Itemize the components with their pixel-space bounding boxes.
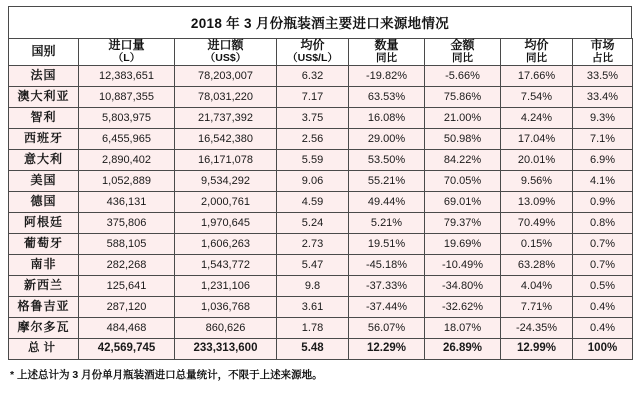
cell-price: 3.61 xyxy=(277,296,349,317)
column-header-price-sub: （US$/L） xyxy=(287,52,338,65)
cell-volume: 10,887,355 xyxy=(79,86,175,107)
column-header-volume-sub: （L） xyxy=(112,52,141,65)
cell-price-yoy: 13.09% xyxy=(501,191,573,212)
cell-value: 1,543,772 xyxy=(175,254,277,275)
cell-market-share: 0.7% xyxy=(573,233,633,254)
table-row xyxy=(9,65,633,86)
column-header-price-yoy-sub: 同比 xyxy=(526,52,547,65)
cell-price-yoy: 7.54% xyxy=(501,86,573,107)
cell-volume: 484,468 xyxy=(79,317,175,338)
footnote: * 上述总计为 3 月份单月瓶装酒进口总量统计，不限于上述来源地。 xyxy=(10,368,323,381)
column-header-market-share xyxy=(573,39,633,66)
column-header-value-yoy xyxy=(425,39,501,66)
cell-value: 78,031,220 xyxy=(175,86,277,107)
cell-price: 6.32 xyxy=(277,65,349,86)
table-row xyxy=(9,212,633,233)
cell-volume-yoy: 55.21% xyxy=(349,170,425,191)
column-header-country xyxy=(9,39,79,66)
cell-total-price-yoy: 12.99% xyxy=(501,338,573,359)
column-header-price-yoy xyxy=(501,39,573,66)
cell-value: 16,542,380 xyxy=(175,128,277,149)
cell-country: 格鲁吉亚 xyxy=(9,296,79,317)
cell-country: 意大利 xyxy=(9,149,79,170)
cell-country: 阿根廷 xyxy=(9,212,79,233)
cell-total-value: 233,313,600 xyxy=(175,338,277,359)
cell-value: 21,737,392 xyxy=(175,107,277,128)
cell-total-volume: 42,569,745 xyxy=(79,338,175,359)
table-row xyxy=(9,149,633,170)
cell-market-share: 6.9% xyxy=(573,149,633,170)
cell-volume: 12,383,651 xyxy=(79,65,175,86)
import-sources-table xyxy=(8,38,633,360)
cell-country: 智利 xyxy=(9,107,79,128)
cell-price-yoy: 63.28% xyxy=(501,254,573,275)
cell-country: 西班牙 xyxy=(9,128,79,149)
cell-total-market-share: 100% xyxy=(573,338,633,359)
cell-volume: 287,120 xyxy=(79,296,175,317)
cell-country: 南非 xyxy=(9,254,79,275)
cell-total-value-yoy: 26.89% xyxy=(425,338,501,359)
cell-price: 2.56 xyxy=(277,128,349,149)
cell-value-yoy: 19.69% xyxy=(425,233,501,254)
column-header-value-main: 进口额 xyxy=(207,38,244,52)
cell-market-share: 0.5% xyxy=(573,275,633,296)
cell-value-yoy: -32.62% xyxy=(425,296,501,317)
cell-value-yoy: 50.98% xyxy=(425,128,501,149)
cell-volume-yoy: 49.44% xyxy=(349,191,425,212)
cell-value-yoy: -34.80% xyxy=(425,275,501,296)
table-row xyxy=(9,296,633,317)
table-total-row xyxy=(9,338,633,359)
column-header-price-main: 均价 xyxy=(300,38,325,52)
cell-value-yoy: 21.00% xyxy=(425,107,501,128)
table-row xyxy=(9,128,633,149)
page-title: 2018 年 3 月份瓶装酒主要进口来源地情况 xyxy=(8,6,632,38)
cell-total-price: 5.48 xyxy=(277,338,349,359)
cell-volume: 125,641 xyxy=(79,275,175,296)
cell-value-yoy: -5.66% xyxy=(425,65,501,86)
cell-value: 1,970,645 xyxy=(175,212,277,233)
cell-country: 新西兰 xyxy=(9,275,79,296)
cell-market-share: 0.7% xyxy=(573,254,633,275)
column-header-value-yoy-sub: 同比 xyxy=(452,52,473,65)
cell-total-label: 总计 xyxy=(9,338,79,359)
column-header-volume-yoy-sub: 同比 xyxy=(376,52,397,65)
cell-country: 葡萄牙 xyxy=(9,233,79,254)
cell-total-volume-yoy: 12.29% xyxy=(349,338,425,359)
table-header-row xyxy=(9,39,633,66)
table-body xyxy=(9,65,633,359)
cell-volume-yoy: 56.07% xyxy=(349,317,425,338)
table-row xyxy=(9,275,633,296)
cell-value-yoy: 70.05% xyxy=(425,170,501,191)
cell-country: 澳大利亚 xyxy=(9,86,79,107)
cell-volume: 1,052,889 xyxy=(79,170,175,191)
cell-volume-yoy: -37.33% xyxy=(349,275,425,296)
cell-volume-yoy: -37.44% xyxy=(349,296,425,317)
cell-value: 2,000,761 xyxy=(175,191,277,212)
table-row xyxy=(9,86,633,107)
cell-price: 1.78 xyxy=(277,317,349,338)
cell-country: 德国 xyxy=(9,191,79,212)
cell-country: 法国 xyxy=(9,65,79,86)
cell-volume-yoy: 19.51% xyxy=(349,233,425,254)
cell-value: 1,036,768 xyxy=(175,296,277,317)
column-header-price xyxy=(277,39,349,66)
cell-volume-yoy: -19.82% xyxy=(349,65,425,86)
column-header-price-yoy-main: 均价 xyxy=(524,38,549,52)
table-header xyxy=(9,39,633,66)
column-header-volume-yoy xyxy=(349,39,425,66)
cell-market-share: 33.4% xyxy=(573,86,633,107)
column-header-market-share-main: 市场 xyxy=(590,38,615,52)
cell-value-yoy: 84.22% xyxy=(425,149,501,170)
cell-value: 1,606,263 xyxy=(175,233,277,254)
cell-price-yoy: 20.01% xyxy=(501,149,573,170)
cell-price-yoy: 17.04% xyxy=(501,128,573,149)
cell-market-share: 0.4% xyxy=(573,296,633,317)
table-row xyxy=(9,170,633,191)
cell-price-yoy: 9.56% xyxy=(501,170,573,191)
cell-volume-yoy: 63.53% xyxy=(349,86,425,107)
cell-price-yoy: 4.04% xyxy=(501,275,573,296)
table-row xyxy=(9,254,633,275)
table-row xyxy=(9,317,633,338)
cell-value-yoy: -10.49% xyxy=(425,254,501,275)
cell-price: 9.06 xyxy=(277,170,349,191)
cell-price-yoy: 70.49% xyxy=(501,212,573,233)
cell-market-share: 4.1% xyxy=(573,170,633,191)
cell-price: 3.75 xyxy=(277,107,349,128)
column-header-market-share-sub: 占比 xyxy=(592,52,613,65)
cell-market-share: 0.8% xyxy=(573,212,633,233)
column-header-volume-yoy-main: 数量 xyxy=(374,38,399,52)
cell-value: 78,203,007 xyxy=(175,65,277,86)
cell-market-share: 9.3% xyxy=(573,107,633,128)
cell-price-yoy: 17.66% xyxy=(501,65,573,86)
table-row xyxy=(9,107,633,128)
column-header-country-main: 国别 xyxy=(31,43,56,58)
cell-market-share: 0.9% xyxy=(573,191,633,212)
column-header-value-sub: （US$） xyxy=(204,52,247,65)
cell-price: 7.17 xyxy=(277,86,349,107)
cell-value: 860,626 xyxy=(175,317,277,338)
cell-volume-yoy: 29.00% xyxy=(349,128,425,149)
cell-price-yoy: 0.15% xyxy=(501,233,573,254)
cell-price: 2.73 xyxy=(277,233,349,254)
cell-value-yoy: 79.37% xyxy=(425,212,501,233)
column-header-value xyxy=(175,39,277,66)
cell-volume: 6,455,965 xyxy=(79,128,175,149)
cell-volume: 588,105 xyxy=(79,233,175,254)
cell-price: 5.59 xyxy=(277,149,349,170)
cell-price: 5.47 xyxy=(277,254,349,275)
column-header-value-yoy-main: 金额 xyxy=(450,38,475,52)
cell-volume: 375,806 xyxy=(79,212,175,233)
cell-market-share: 0.4% xyxy=(573,317,633,338)
cell-price: 5.24 xyxy=(277,212,349,233)
cell-value-yoy: 18.07% xyxy=(425,317,501,338)
cell-volume-yoy: -45.18% xyxy=(349,254,425,275)
cell-value: 1,231,106 xyxy=(175,275,277,296)
cell-price-yoy: 4.24% xyxy=(501,107,573,128)
cell-market-share: 7.1% xyxy=(573,128,633,149)
cell-price-yoy: 7.71% xyxy=(501,296,573,317)
cell-volume: 436,131 xyxy=(79,191,175,212)
cell-country: 美国 xyxy=(9,170,79,191)
cell-volume: 5,803,975 xyxy=(79,107,175,128)
cell-price-yoy: -24.35% xyxy=(501,317,573,338)
cell-value-yoy: 69.01% xyxy=(425,191,501,212)
cell-market-share: 33.5% xyxy=(573,65,633,86)
table-row xyxy=(9,233,633,254)
cell-price: 4.59 xyxy=(277,191,349,212)
cell-volume: 282,268 xyxy=(79,254,175,275)
cell-country: 摩尔多瓦 xyxy=(9,317,79,338)
column-header-volume xyxy=(79,39,175,66)
column-header-volume-main: 进口量 xyxy=(108,38,145,52)
cell-value: 16,171,078 xyxy=(175,149,277,170)
table-row xyxy=(9,191,633,212)
cell-value-yoy: 75.86% xyxy=(425,86,501,107)
cell-volume-yoy: 53.50% xyxy=(349,149,425,170)
cell-volume: 2,890,402 xyxy=(79,149,175,170)
cell-value: 9,534,292 xyxy=(175,170,277,191)
cell-volume-yoy: 5.21% xyxy=(349,212,425,233)
cell-price: 9.8 xyxy=(277,275,349,296)
cell-volume-yoy: 16.08% xyxy=(349,107,425,128)
